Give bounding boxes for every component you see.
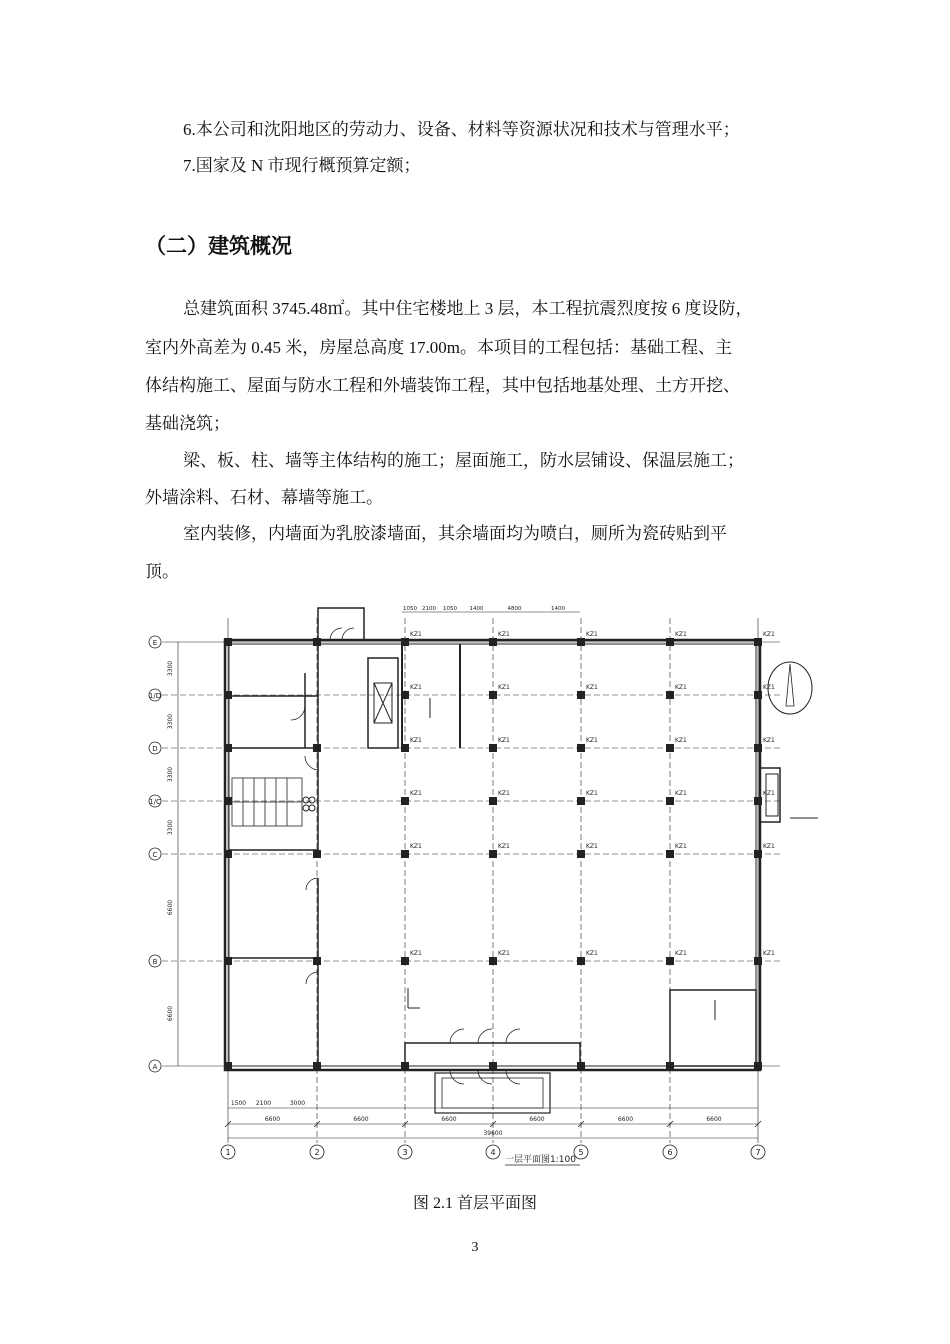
column-tag: KZ1 (763, 790, 775, 797)
small-dimension: 1500 (230, 1100, 247, 1107)
column-tag: KZ1 (586, 684, 598, 691)
structural-column (313, 1062, 321, 1070)
column-tag: KZ1 (498, 843, 510, 850)
top-dimension: 1050 (443, 606, 457, 612)
column-tag: KZ1 (410, 737, 422, 744)
column-tag: KZ1 (763, 684, 775, 691)
structural-column (313, 744, 321, 752)
structural-column (754, 744, 762, 752)
small-dimension: 3000 (289, 1100, 306, 1107)
para-structure-line-2: 外墙涂料、石材、幕墙等施工。 (145, 488, 383, 507)
para-interior-line-1: 室内装修，内墙面为乳胶漆墙面，其余墙面均为喷白，厕所为瓷砖贴到平 (183, 524, 727, 543)
column-tag: KZ1 (586, 950, 598, 957)
structural-column (489, 850, 497, 858)
column-tag: KZ1 (586, 843, 598, 850)
column-tag: KZ1 (410, 843, 422, 850)
structural-column (754, 638, 762, 646)
column-tag: KZ1 (675, 737, 687, 744)
structural-column (489, 957, 497, 965)
top-dimension: 1400 (551, 606, 565, 612)
structural-column (577, 1062, 585, 1070)
para-structure-line-1: 梁、板、柱、墙等主体结构的施工；屋面施工，防水层铺设、保温层施工； (183, 451, 744, 470)
column-tag: KZ1 (675, 950, 687, 957)
para-overview-line-3: 体结构施工、屋面与防水工程和外墙装饰工程，其中包括地基处理、土方开挖、 (145, 376, 740, 395)
structural-column (754, 691, 762, 699)
row-axis-label: B (152, 958, 158, 966)
structural-column (401, 744, 409, 752)
structural-column (489, 638, 497, 646)
column-tag: KZ1 (586, 737, 598, 744)
para-overview-line-4: 基础浇筑； (145, 414, 230, 433)
structural-column (754, 797, 762, 805)
structural-column (313, 638, 321, 646)
column-tag: KZ1 (675, 684, 687, 691)
structural-column (754, 1062, 762, 1070)
structural-column (224, 638, 232, 646)
col-axis-label: 3 (402, 1148, 408, 1157)
structural-column (666, 850, 674, 858)
column-tag: KZ1 (763, 737, 775, 744)
column-tag: KZ1 (675, 790, 687, 797)
structural-column (401, 691, 409, 699)
column-tag: KZ1 (763, 843, 775, 850)
top-dimension: 4800 (507, 606, 522, 612)
row-axis-label: 1/D (148, 692, 162, 700)
row-axis-label: A (152, 1063, 158, 1071)
structural-column (577, 744, 585, 752)
structural-column (401, 1062, 409, 1070)
row-dimension: 6600 (167, 899, 174, 916)
row-dimension: 3300 (167, 819, 174, 836)
structural-column (224, 797, 232, 805)
col-axis-label: 1 (225, 1148, 231, 1157)
floor-plan-drawing (140, 588, 830, 1168)
row-axis-label: D (152, 745, 158, 753)
structural-column (489, 691, 497, 699)
para-interior-line-2: 顶。 (145, 562, 179, 581)
structural-column (401, 638, 409, 646)
drawing-title: 一层平面图1:100 (505, 1155, 576, 1165)
para-overview-line-2: 室内外高差为 0.45 米，房屋总高度 17.00m。本项目的工程包括：基础工程、主 (145, 338, 732, 357)
figure-caption: 图 2.1 首层平面图 (412, 1195, 537, 1212)
para-item-6: 6.本公司和沈阳地区的劳动力、设备、材料等资源状况和技术与管理水平； (183, 120, 740, 139)
structural-column (224, 957, 232, 965)
column-tag: KZ1 (498, 737, 510, 744)
bay-dimension: 6600 (264, 1116, 281, 1123)
total-dimension: 39600 (483, 1130, 503, 1137)
col-axis-label: 6 (667, 1148, 673, 1157)
row-axis-label: C (152, 851, 158, 859)
structural-column (313, 850, 321, 858)
column-tag: KZ1 (675, 631, 687, 638)
page-number: 3 (471, 1240, 479, 1255)
top-dimension: 1400 (469, 606, 484, 612)
row-axis-label: E (152, 639, 158, 647)
column-tag: KZ1 (763, 950, 775, 957)
col-axis-label: 2 (314, 1148, 320, 1157)
structural-column (754, 957, 762, 965)
structural-column (401, 797, 409, 805)
column-tag: KZ1 (675, 843, 687, 850)
row-dimension: 3300 (167, 713, 174, 730)
structural-column (224, 1062, 232, 1070)
structural-column (224, 691, 232, 699)
bay-dimension: 6600 (441, 1116, 457, 1123)
top-dimension: 1050 (403, 606, 417, 612)
column-tag: KZ1 (498, 684, 510, 691)
section-heading: （二）建筑概况 (145, 234, 292, 258)
structural-column (666, 691, 674, 699)
structural-column (754, 850, 762, 858)
row-axis-label: 1/C (149, 798, 161, 806)
column-tag: KZ1 (410, 684, 422, 691)
structural-column (577, 638, 585, 646)
column-tag: KZ1 (498, 631, 510, 638)
para-item-7: 7.国家及 N 市现行概预算定额； (183, 156, 421, 175)
column-tag: KZ1 (763, 631, 775, 638)
column-tag: KZ1 (410, 631, 422, 638)
column-tag: KZ1 (410, 950, 422, 957)
structural-column (489, 1062, 497, 1070)
col-axis-label: 7 (755, 1148, 761, 1157)
row-dimension: 6600 (167, 1005, 174, 1022)
row-dimension: 3300 (167, 660, 174, 677)
bay-dimension: 6600 (706, 1116, 722, 1123)
top-dimension: 2100 (422, 606, 436, 612)
col-axis-label: 5 (578, 1148, 584, 1157)
structural-column (401, 850, 409, 858)
bay-dimension: 6600 (617, 1116, 634, 1123)
bay-dimension: 6600 (353, 1116, 369, 1123)
structural-column (666, 797, 674, 805)
structural-column (666, 1062, 674, 1070)
structural-column (666, 744, 674, 752)
column-tag: KZ1 (586, 790, 598, 797)
structural-column (577, 797, 585, 805)
structural-column (489, 744, 497, 752)
structural-column (577, 691, 585, 699)
para-overview-line-1: 总建筑面积 3745.48㎡。其中住宅楼地上 3 层，本工程抗震烈度按 6 度设防， (183, 299, 753, 318)
column-tag: KZ1 (586, 631, 598, 638)
structural-column (577, 850, 585, 858)
row-dimension: 3300 (167, 766, 174, 783)
structural-column (489, 797, 497, 805)
structural-column (401, 957, 409, 965)
structural-column (666, 957, 674, 965)
structural-column (224, 850, 232, 858)
structural-column (666, 638, 674, 646)
structural-column (313, 957, 321, 965)
column-tag: KZ1 (498, 950, 510, 957)
small-dimension: 2100 (255, 1100, 272, 1107)
column-tag: KZ1 (498, 790, 510, 797)
bay-dimension: 6600 (529, 1116, 545, 1123)
column-tag: KZ1 (410, 790, 422, 797)
structural-column (224, 744, 232, 752)
col-axis-label: 4 (490, 1148, 496, 1157)
structural-column (577, 957, 585, 965)
